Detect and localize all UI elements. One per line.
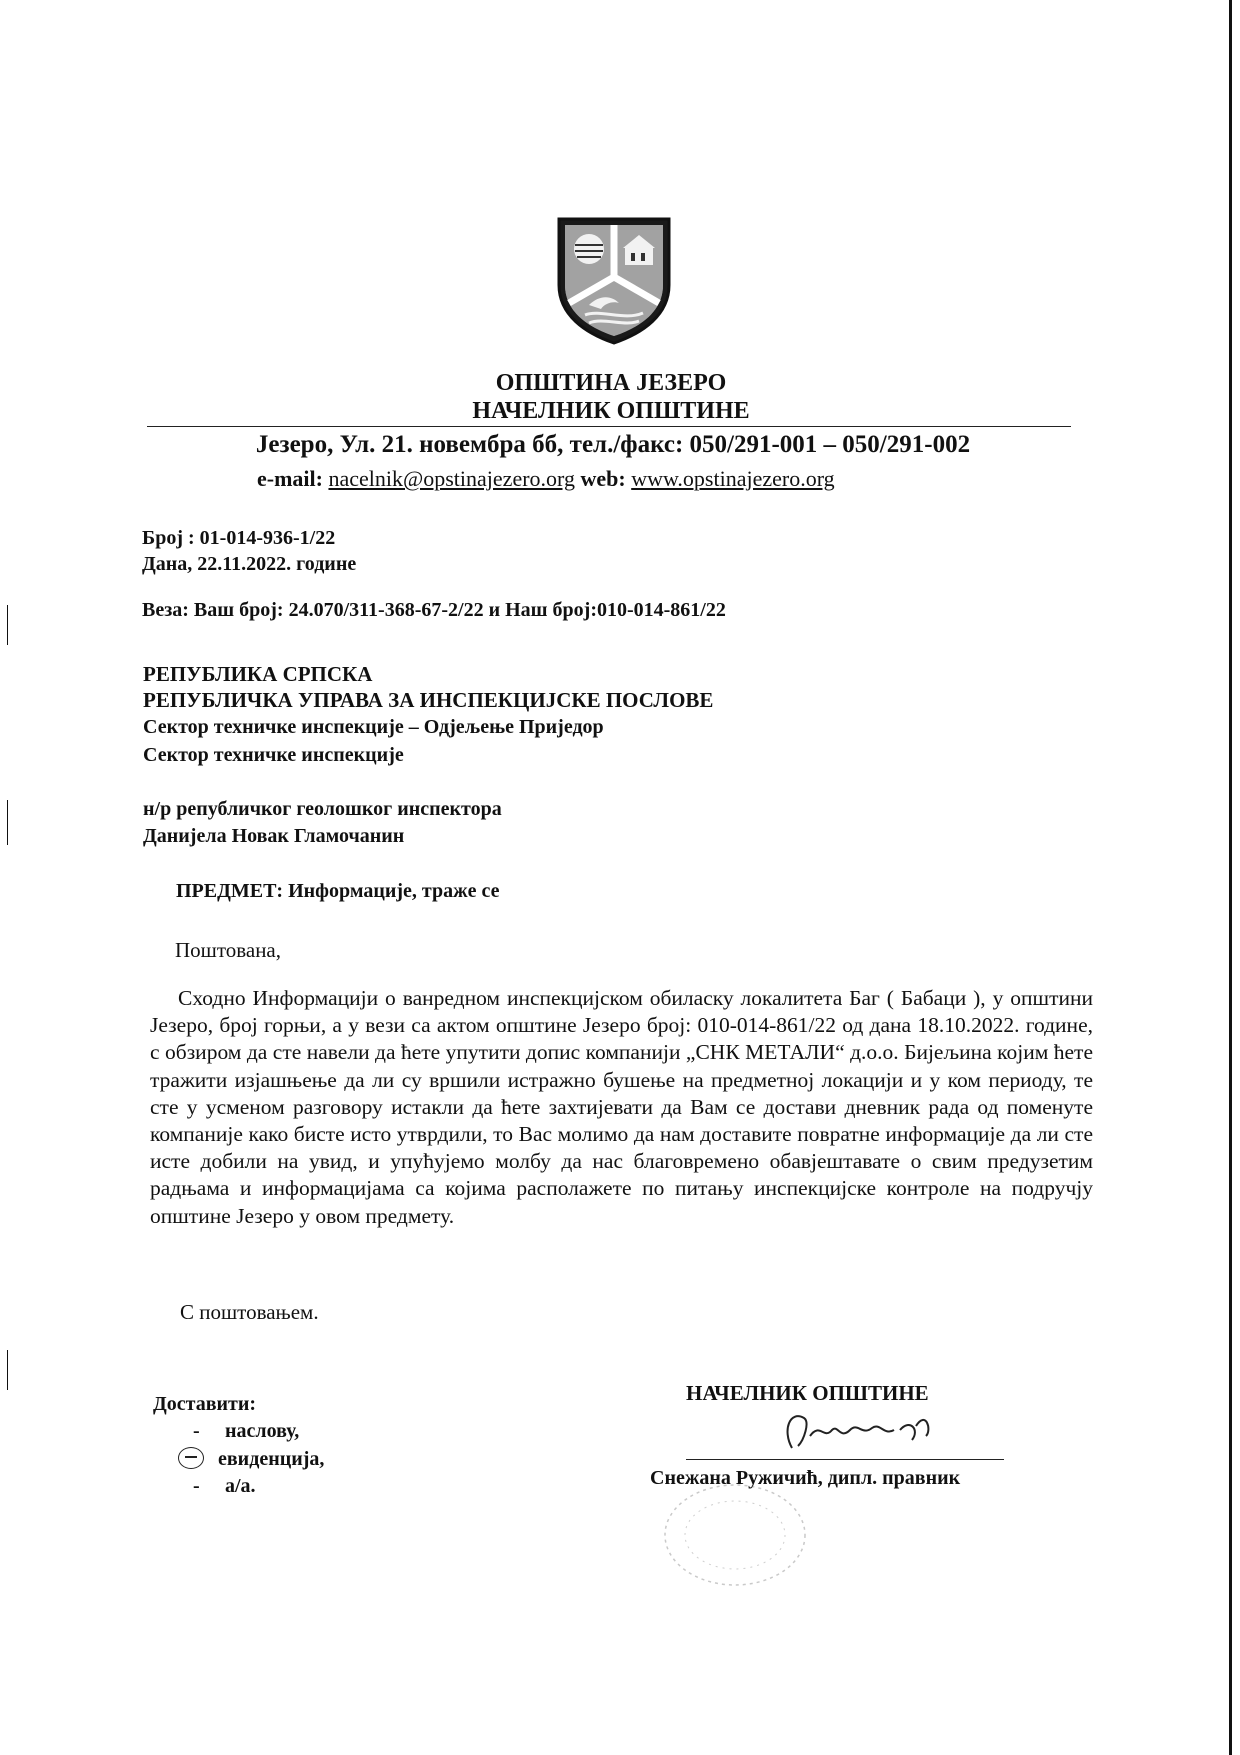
scan-edge [1229, 0, 1232, 1755]
recipient-attention: н/р републичког геолошког инспектора [143, 798, 502, 820]
list-marker: - [193, 1475, 200, 1497]
email-link[interactable]: nacelnik@opstinajezero.org [328, 466, 575, 491]
delivery-item-text: евиденција, [218, 1448, 325, 1470]
delivery-item-text: а/а. [225, 1475, 256, 1497]
delivery-item [178, 1447, 324, 1471]
recipient-line-1: РЕПУБЛИКА СРПСКА [143, 662, 373, 686]
delivery-item [193, 1420, 299, 1443]
contact-line [257, 466, 835, 492]
circled-marker-icon [178, 1447, 204, 1469]
address-line: Језеро, Ул. 21. новембра бб, тел./факс: 050/291-001 – 050/291-002 [255, 431, 971, 458]
web-link[interactable]: www.opstinajezero.org [631, 466, 835, 491]
recipient-line-3: Сектор техничке инспекције – Одјељење Приједор [143, 716, 604, 738]
recipient-name: Данијела Новак Гламочанин [143, 825, 405, 847]
official-stamp-icon [660, 1480, 810, 1590]
office-name: НАЧЕЛНИК ОПШТИНЕ [472, 398, 750, 424]
scan-mark [7, 800, 8, 845]
delivery-item-text: наслову, [225, 1420, 300, 1442]
municipal-crest-icon [555, 215, 673, 345]
closing: С поштовањем. [180, 1300, 319, 1324]
letter-body [150, 985, 1093, 1230]
signature-line [686, 1459, 1004, 1460]
email-label: e-mail: [257, 466, 323, 491]
web-label: web: [580, 466, 626, 491]
municipality-name: ОПШТИНА ЈЕЗЕРО [495, 370, 727, 396]
handwritten-signature-icon [780, 1400, 960, 1460]
reference-link: Веза: Ваш број: 24.070/311-368-67-2/22 и Наш број:010-014-861/22 [142, 599, 726, 621]
header-divider [147, 426, 1071, 427]
greeting: Поштована, [175, 938, 282, 962]
document-date: Дана, 22.11.2022. године [142, 553, 357, 575]
document-number: Број : 01-014-936-1/22 [142, 527, 336, 549]
scan-mark [7, 605, 8, 645]
signatory-name: Снежана Ружичић, дипл. правник [650, 1467, 961, 1489]
list-marker: - [193, 1420, 200, 1442]
signature-title: НАЧЕЛНИК ОПШТИНЕ [686, 1381, 929, 1405]
subject-line: ПРЕДМЕТ: Информације, тражe се [176, 880, 500, 902]
delivery-item [193, 1475, 256, 1498]
delivery-label: Доставити: [153, 1393, 257, 1415]
body-paragraph: Сходно Информацији о ванредном инспекцијском обиласку локалитета Баг ( Бабаци ), у општини Језеро, број горњи, а у вези са актом општине Језеро број: 010-014-861/22 од дана 18.10.2022. године, с обзиром да сте навели да ћете упутити допис компанији „СНК МЕТАЛИ“ д.о.о. Бијељина којим ћете тражити изјашњење да ли су вршили истражно бушење на предметној локацији и у ком периоду, те сте у усменом разговору истакли да ћете захтијевати да Вам се достави дневник рада од поменуте компаније како бисте исто утврдили, то Вас молимо да нам доставите повратне информације да ли сте исте добили на увид, и упућујемо молбу да нас благовремено обавјештавате о свим предузетим радњама и информацијама са којима располажете по питању инспекцијске контроле на подручју општине Језеро у овом предмету. [150, 986, 1093, 1228]
recipient-line-2: РЕПУБЛИЧКА УПРАВА ЗА ИНСПЕКЦИЈСКЕ ПОСЛОВЕ [143, 688, 714, 712]
scan-mark [7, 1350, 8, 1390]
recipient-line-4: Сектор техничке инспекције [143, 744, 404, 766]
